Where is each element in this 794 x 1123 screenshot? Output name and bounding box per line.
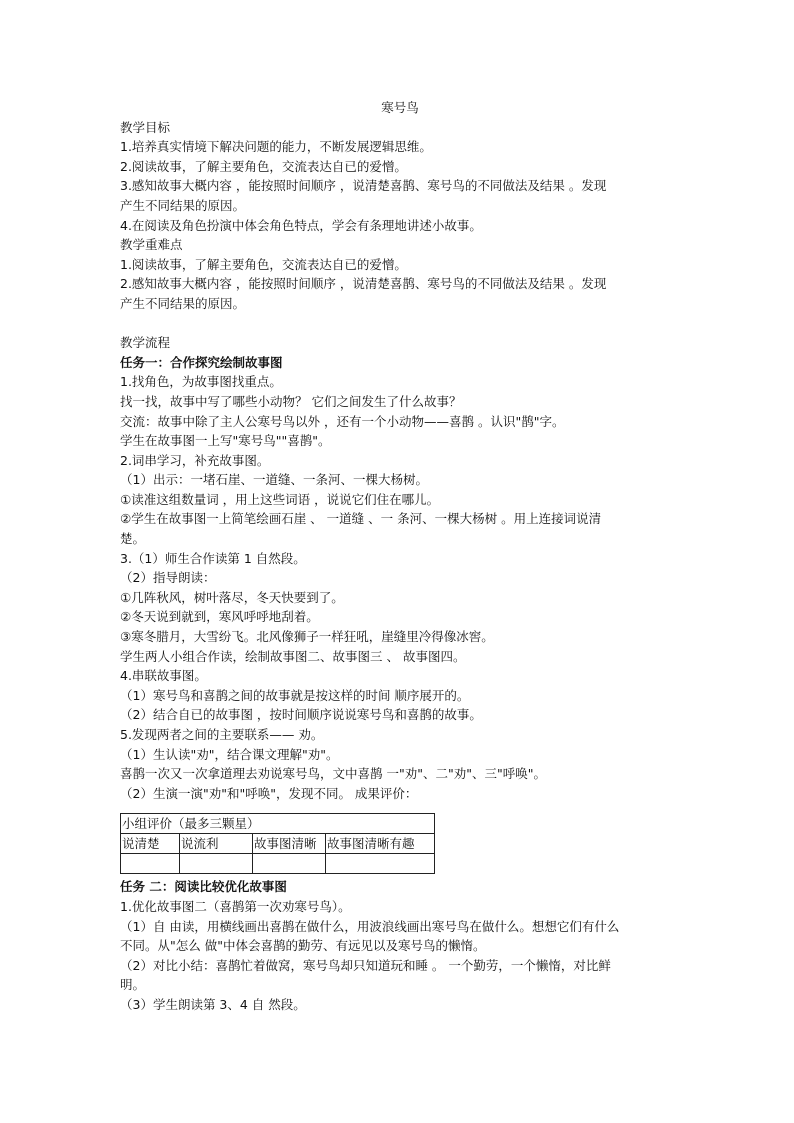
task1-line: （1）出示：一堵石崖、一道缝、一条河、一棵大杨树。 <box>120 472 428 488</box>
evaluation-table-header: 小组评价（最多三颗星） <box>121 814 435 834</box>
task1-line: （1）生认读"劝"，结合课文理解"劝"。 <box>120 746 339 762</box>
keypoint-item: 2.感知故事大概内容 ，能按照时间顺序 ，说清楚喜鹊、寒号鸟的不同做法及结果 。发现 <box>120 276 607 292</box>
task1-line: （1）寒号鸟和喜鹊之间的故事就是按这样的时间 顺序展开的。 <box>120 687 470 703</box>
task1-line: （2）生演一演"劝"和"呼唤"，发现不同。 成果评价： <box>120 785 418 801</box>
goal-item: 2.阅读故事，了解主要角色，交流表达自已的爱憎。 <box>120 158 407 174</box>
keypoints-heading: 教学重难点 <box>120 237 183 253</box>
task1-line: 学生在故事图一上写"寒号鸟""喜鹊"。 <box>120 433 331 449</box>
task1-line: 3.（1）师生合作读第 1 自然段。 <box>120 550 306 566</box>
task1-line: ①读准这组数量词 ，用上这些词语 ，说说它们住在哪儿。 <box>120 491 440 507</box>
goal-item: 1.培养真实情境下解决问题的能力，不断发展逻辑思维。 <box>120 139 432 155</box>
document-title: 寒号鸟 <box>381 100 419 115</box>
task1-line: 1.找角色，为故事图找重点。 <box>120 374 282 390</box>
task1-line: ②学生在故事图一上简笔绘画石崖 、 一道缝 、一 条河、一棵大杨树 。用上连接词说清 <box>120 511 602 527</box>
task1-line: ②冬天说到就到，寒风呼呼地刮着。 <box>120 609 319 625</box>
task1-line: 找一找，故事中写了哪些小动物？ 它们之间发生了什么故事？ <box>120 393 462 409</box>
document-page <box>120 98 680 1015</box>
goal-item: 3.感知故事大概内容 ，能按照时间顺序 ，说清楚喜鹊、寒号鸟的不同做法及结果 。发现 <box>120 178 607 194</box>
task1-line: 楚。 <box>120 531 146 547</box>
task1-line: 喜鹊一次又一次拿道理去劝说寒号鸟，文中喜鹊 一"劝"、二"劝"、三"呼唤"。 <box>120 766 546 782</box>
table-column-header: 故事图清晰有趣 <box>326 834 435 854</box>
table-cell <box>180 854 253 874</box>
table-cell <box>121 854 180 874</box>
task2-line: （2）对比小结：喜鹊忙着做窝，寒号鸟却只知道玩和睡 。 一个勤劳，一个懒惰，对比鲜 <box>120 957 611 973</box>
task1-line: （2）指导朗读： <box>120 570 216 586</box>
task2-heading: 任务 二：阅读比较优化故事图 <box>120 879 287 895</box>
task2-line: （3）学生朗读第 3、4 自 然段。 <box>120 996 306 1012</box>
goal-item: 4.在阅读及角色扮演中体会角色特点，学会有条理地讲述小故事。 <box>120 217 482 233</box>
task1-line: 4.串联故事图。 <box>120 668 207 684</box>
table-cell <box>326 854 435 874</box>
task2-line: （1）自 由读，用横线画出喜鹊在做什么，用波浪线画出寒号鸟在做什么。想想它们有什么 <box>120 918 620 934</box>
blank-line <box>120 314 680 334</box>
table-column-header: 故事图清晰 <box>253 834 326 854</box>
task1-line: 交流：故事中除了主人公寒号鸟以外 ，还有一个小动物——喜鹊 。认识"鹊"字。 <box>120 413 565 429</box>
task2-line: 明。 <box>120 977 146 993</box>
process-heading: 教学流程 <box>120 335 171 351</box>
task1-line: （2）结合自已的故事图 ，按时间顺序说说寒号鸟和喜鹊的故事。 <box>120 707 482 723</box>
task2-line: 不同。从"怎么 做"中体会喜鹊的勤劳、有远见以及寒号鸟的懒惰。 <box>120 938 486 954</box>
task1-line: ①几阵秋风，树叶落尽，冬天快要到了。 <box>120 589 344 605</box>
keypoint-item: 1.阅读故事，了解主要角色，交流表达自已的爱憎。 <box>120 256 407 272</box>
goals-heading: 教学目标 <box>120 119 171 135</box>
goal-item: 产生不同结果的原因。 <box>120 197 246 213</box>
table-column-header: 说清楚 <box>121 834 180 854</box>
task1-line: 2.词串学习，补充故事图。 <box>120 452 270 468</box>
task1-line: 学生两人小组合作读，绘制故事图二、故事图三 、 故事图四。 <box>120 648 466 664</box>
task2-line: 1.优化故事图二（喜鹊第一次劝寒号鸟）。 <box>120 898 351 914</box>
table-cell <box>253 854 326 874</box>
table-column-header: 说流利 <box>180 834 253 854</box>
keypoint-item: 产生不同结果的原因。 <box>120 295 246 311</box>
evaluation-table <box>120 813 435 874</box>
task1-heading: 任务一：合作探究绘制故事图 <box>120 354 283 370</box>
task1-line: ③寒冬腊月，大雪纷飞。北风像狮子一样狂吼，崖缝里冷得像冰窖。 <box>120 629 494 645</box>
task1-line: 5.发现两者之间的主要联系—— 劝。 <box>120 727 324 742</box>
